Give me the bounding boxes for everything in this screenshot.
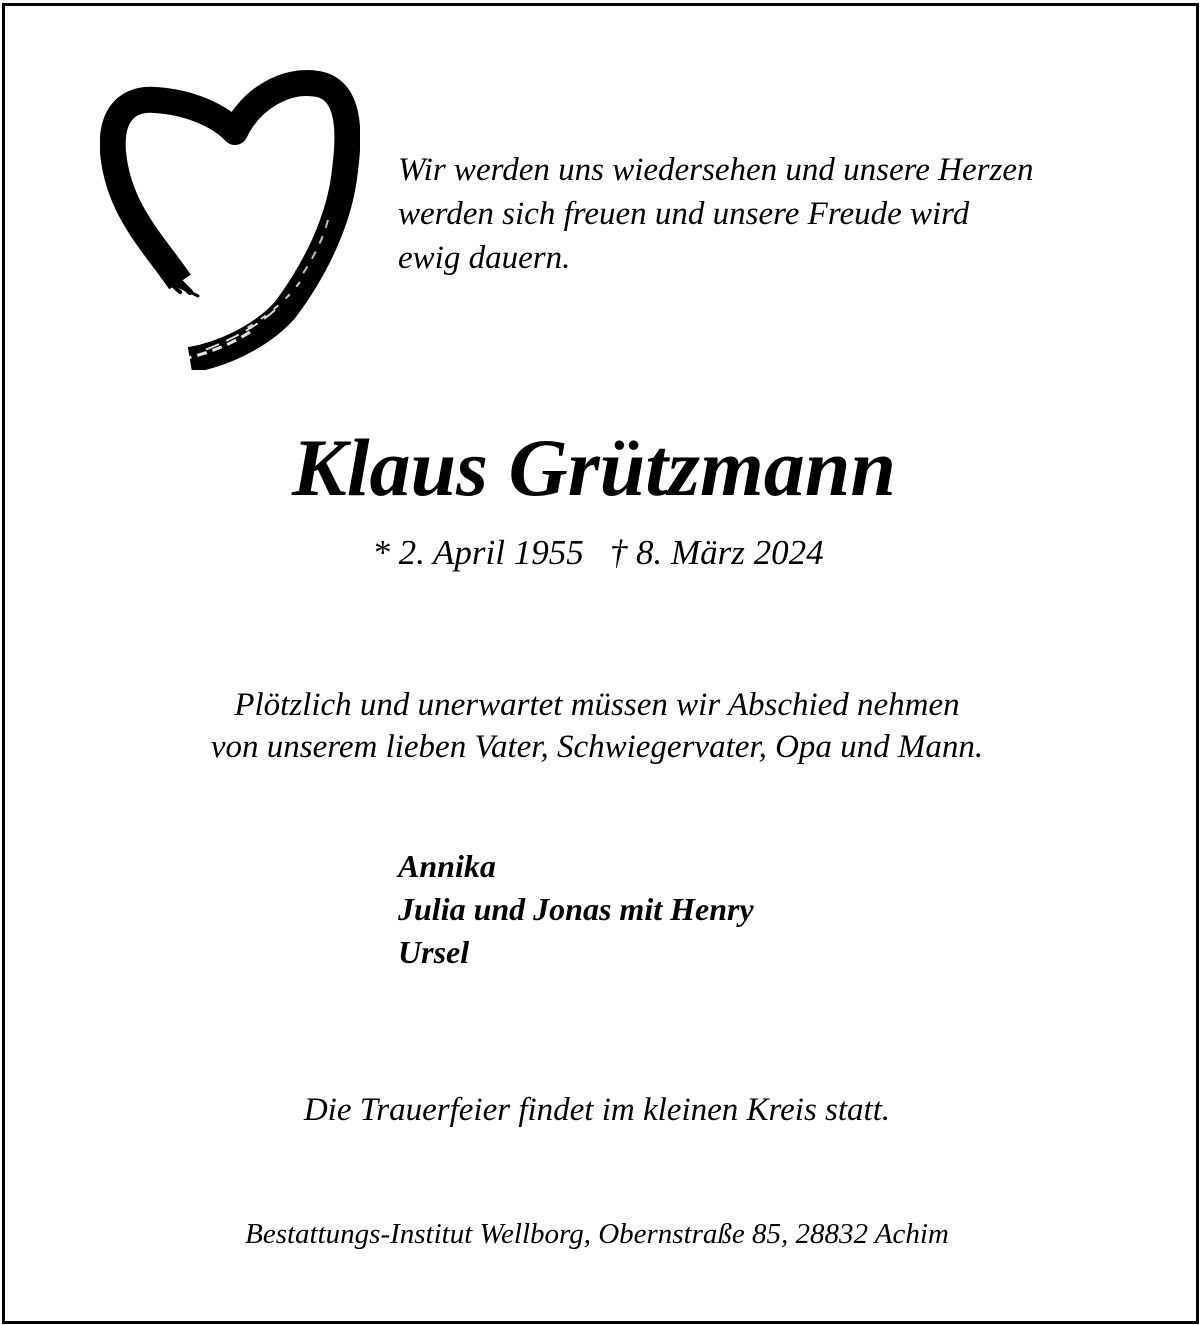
message-line: von unserem lieben Vater, Schwiegervater, Opa und Mann. xyxy=(210,729,984,765)
message-line: Plötzlich und unerwartet müssen wir Abschied nehmen xyxy=(234,687,960,723)
opening-quote xyxy=(398,148,1158,280)
mourners-list xyxy=(398,845,754,974)
mourner-name: Ursel xyxy=(398,934,470,970)
brush-heart-icon xyxy=(100,70,360,370)
quote-line: werden sich freuen und unsere Freude wird xyxy=(398,196,970,232)
quote-line: Wir werden uns wiedersehen und unsere Herzen xyxy=(398,152,1034,188)
funeral-home-address: Bestattungs-Institut Wellborg, Obernstraße 85, 28832 Achim xyxy=(245,1218,949,1250)
mourner-name: Annika xyxy=(398,848,496,884)
birth-date: * 2. April 1955 xyxy=(372,533,584,572)
farewell-message xyxy=(0,684,1200,768)
death-date: † 8. März 2024 xyxy=(609,533,824,572)
deceased-name xyxy=(0,418,1200,518)
mourner-name: Julia und Jonas mit Henry xyxy=(398,891,754,927)
life-dates xyxy=(0,530,1200,576)
quote-line: ewig dauern. xyxy=(398,240,571,276)
ceremony-note: Die Trauerfeier findet im kleinen Kreis statt. xyxy=(303,1092,891,1128)
deceased-name-text: Klaus Grützmann xyxy=(292,422,896,513)
